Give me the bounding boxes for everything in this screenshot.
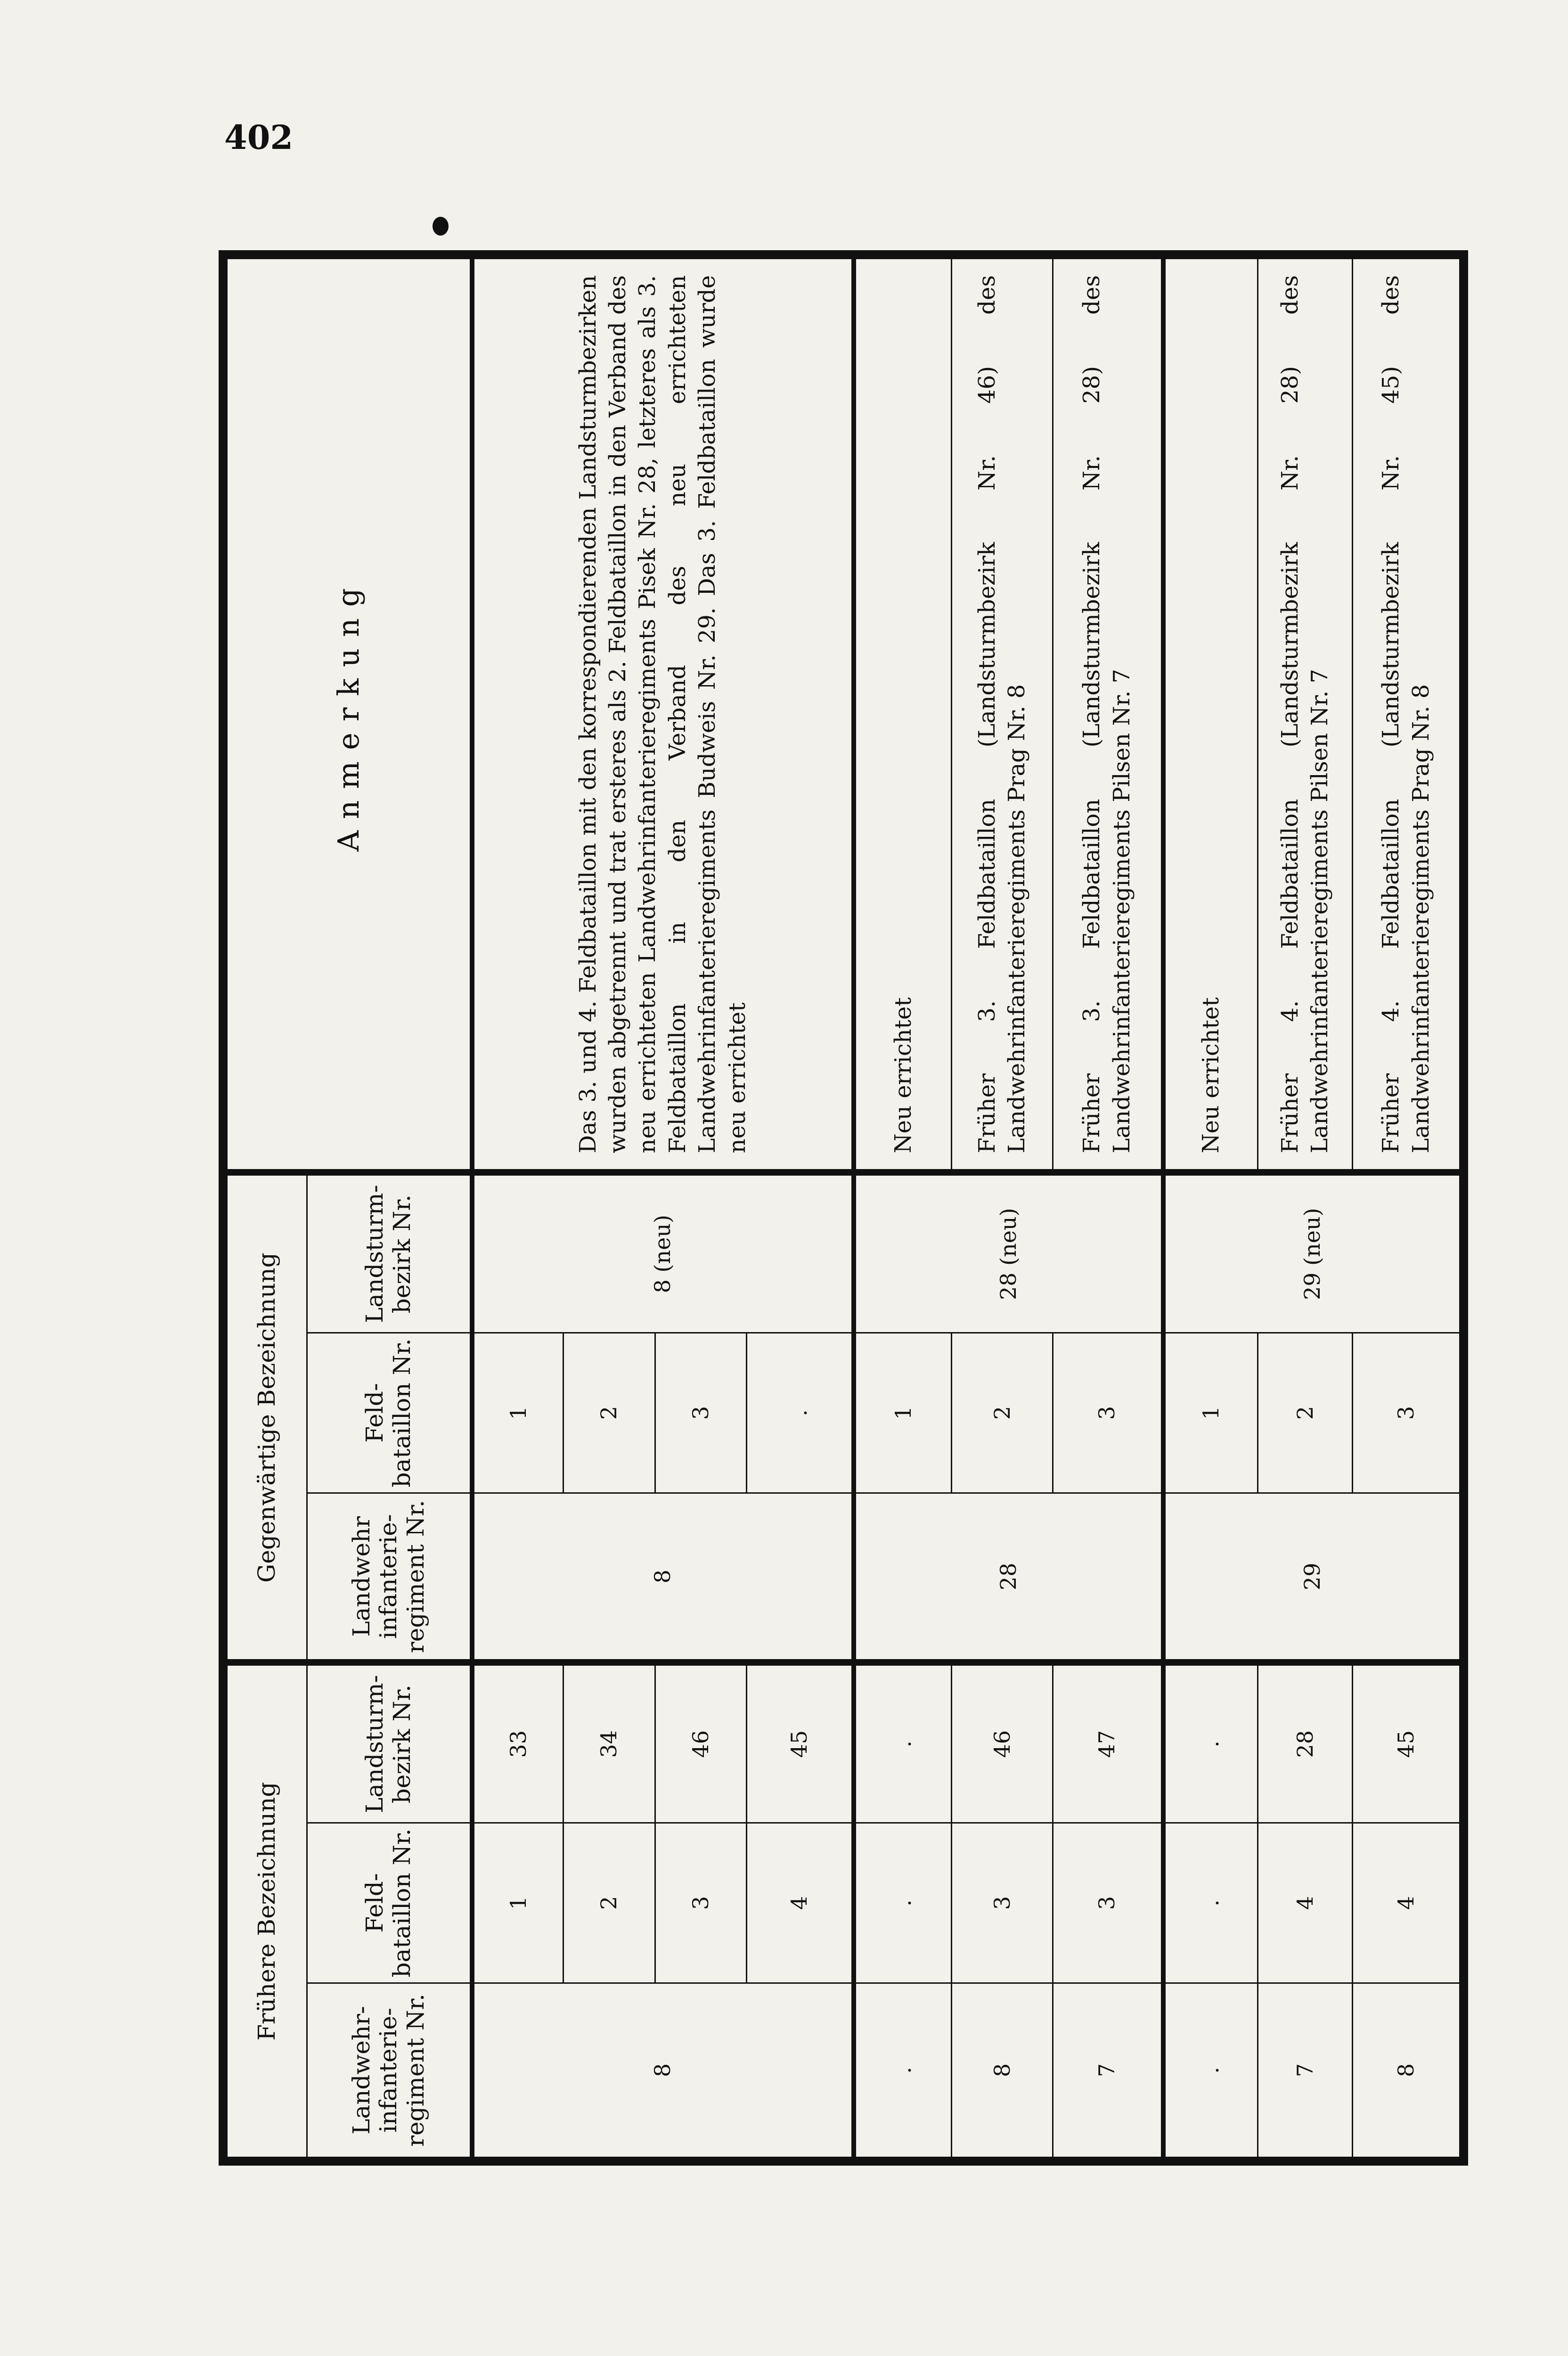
new-lsb-cell: 28 (neu) <box>854 1172 1163 1333</box>
note-cell: Früher 4. Feldbataillon (Landsturmbezirk Nr. 45) des Landwehrinfanterieregiments Prag Nr. 8 <box>1353 258 1460 1172</box>
old-fb-cell: 4 <box>746 1823 854 1983</box>
table-row <box>1163 258 1258 2157</box>
old-lir-cell: 8 <box>952 1983 1053 2158</box>
battalion-table <box>226 258 1461 2158</box>
new-fb-cell: 3 <box>1053 1333 1163 1493</box>
page-number: 402 <box>224 118 294 157</box>
header-fruehere: Frühere Bezeichnung <box>227 1662 307 2157</box>
new-fb-cell: 1 <box>1163 1333 1258 1493</box>
note-cell: Früher 4. Feldbataillon (Landsturmbezirk Nr. 28) des Landwehrinfanterieregiments Pilsen Nr. 7 <box>1258 258 1353 1172</box>
old-fb-cell: 3 <box>952 1823 1053 1983</box>
new-lsb-cell: 29 (neu) <box>1163 1172 1460 1333</box>
old-lsb-cell: 34 <box>564 1662 655 1823</box>
old-fb-cell: . <box>1163 1823 1258 1983</box>
new-fb-cell: 2 <box>1258 1333 1353 1493</box>
old-fb-cell: 2 <box>564 1823 655 1983</box>
old-lir-cell: . <box>1163 1983 1258 2158</box>
old-lsb-cell: 28 <box>1258 1662 1353 1823</box>
header-old-lir: Landwehr-infanterie-regiment Nr. <box>307 1983 472 2158</box>
old-fb-cell: 1 <box>472 1823 564 1983</box>
header-anmerkung: Anmerkung <box>227 258 472 1172</box>
new-fb-cell: 2 <box>564 1333 655 1493</box>
old-lsb-cell: 45 <box>1353 1662 1460 1823</box>
header-old-lsb: Landsturm-bezirk Nr. <box>307 1662 472 1823</box>
new-fb-cell: 1 <box>472 1333 564 1493</box>
table-row <box>472 258 564 2157</box>
new-lsb-cell: 8 (neu) <box>472 1172 854 1333</box>
new-fb-cell: 2 <box>952 1333 1053 1493</box>
old-lsb-cell: 45 <box>746 1662 854 1823</box>
rotated-table-container <box>226 259 1461 2158</box>
old-lsb-cell: 46 <box>952 1662 1053 1823</box>
old-lir-cell: 7 <box>1053 1983 1163 2158</box>
new-fb-cell: 3 <box>655 1333 746 1493</box>
old-lir-cell: 8 <box>1353 1983 1460 2158</box>
note-cell: Früher 3. Feldbataillon (Landsturmbezirk Nr. 28) des Landwehrinfanterieregiments Pilsen Nr. 7 <box>1053 258 1163 1172</box>
old-lsb-cell: . <box>854 1662 952 1823</box>
old-lir-cell: 8 <box>472 1983 854 2158</box>
note-cell: Das 3. und 4. Feldbataillon mit den korrespondierenden Landsturmbezirken wurden abgetrennt und trat ersteres als 2. Feldbataillon in den Verband des neu errichteten Landwehrinfanterieregiments Pisek Nr. 28, letzteres als 3. Feldbataillon in den Verband des neu errichteten Landwehrinfanterieregiments Budweis Nr. 29. Das 3. Feldbataillon wurde neu errichtet <box>472 258 854 1172</box>
new-lir-cell: 8 <box>472 1493 854 1662</box>
old-fb-cell: 4 <box>1258 1823 1353 1983</box>
note-cell: Neu errichtet <box>854 258 952 1172</box>
old-lsb-cell: . <box>1163 1662 1258 1823</box>
header-old-fb: Feld-bataillon Nr. <box>307 1823 472 1983</box>
old-lir-cell: 7 <box>1258 1983 1353 2158</box>
table-row <box>854 258 952 2157</box>
old-lsb-cell: 47 <box>1053 1662 1163 1823</box>
header-new-lir: Landwehr infanterie-regiment Nr. <box>307 1493 472 1662</box>
header-new-fb: Feld-bataillon Nr. <box>307 1333 472 1493</box>
old-fb-cell: 4 <box>1353 1823 1460 1983</box>
old-lsb-cell: 46 <box>655 1662 746 1823</box>
new-lir-cell: 28 <box>854 1493 1163 1662</box>
new-lir-cell: 29 <box>1163 1493 1460 1662</box>
old-lir-cell: . <box>854 1983 952 2158</box>
new-fb-cell: . <box>746 1333 854 1493</box>
ink-blot <box>433 217 449 236</box>
old-fb-cell: 3 <box>1053 1823 1163 1983</box>
old-lsb-cell: 33 <box>472 1662 564 1823</box>
old-fb-cell: . <box>854 1823 952 1983</box>
note-cell: Neu errichtet <box>1163 258 1258 1172</box>
old-fb-cell: 3 <box>655 1823 746 1983</box>
note-cell: Früher 3. Feldbataillon (Landsturmbezirk Nr. 46) des Landwehrinfanterieregiments Prag Nr. 8 <box>952 258 1053 1172</box>
header-new-lsb: Landsturm-bezirk Nr. <box>307 1172 472 1333</box>
new-fb-cell: 3 <box>1353 1333 1460 1493</box>
new-fb-cell: 1 <box>854 1333 952 1493</box>
header-gegenwaertige: Gegenwärtige Bezeichnung <box>227 1172 307 1662</box>
